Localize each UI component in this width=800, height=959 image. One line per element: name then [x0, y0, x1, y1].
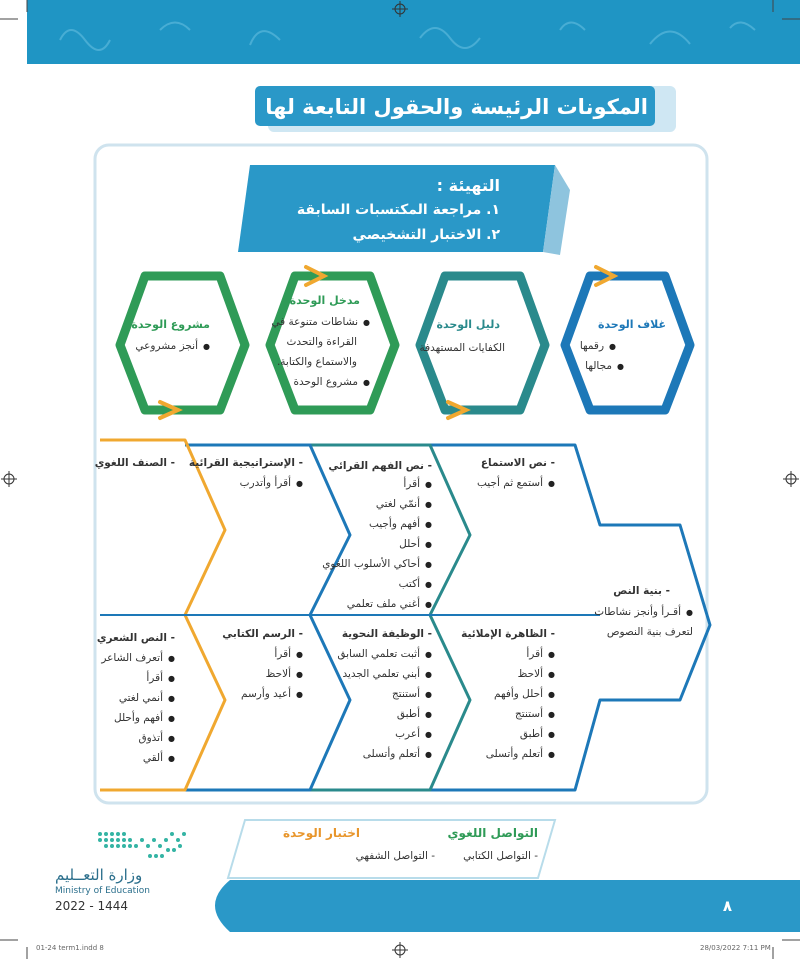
print-slug-file: 01-24 term1.indd 8	[36, 944, 104, 952]
branch-item: ● أطبق	[397, 708, 432, 720]
ministry-name-ar: وزارة التعــليم	[55, 866, 143, 884]
chevron-title: غلاف الوحدة	[597, 318, 666, 331]
text-structure-item: لتعرف بنية النصوص	[606, 626, 693, 638]
chevron-item: ● رقمها	[580, 340, 616, 352]
communication-item: - التواصل الكتابي	[463, 850, 538, 862]
branch-item: ● ألاحظ	[266, 668, 303, 680]
preparation-title: التهيئة :	[436, 176, 500, 195]
branch-title: - النص الشعري	[96, 632, 175, 644]
chevron-item: ● أنجز مشروعي	[135, 340, 210, 352]
branch-item: ● أقرأ	[403, 478, 432, 490]
chevron-item: ● نشاطات متنوعة في	[271, 316, 370, 328]
branch-title: - نص الاستماع	[480, 457, 555, 469]
chevron-item: الكفايات المستهدفة	[419, 342, 505, 354]
branch-item: ● أقرأ	[274, 648, 303, 660]
branch-item: ● أغني ملف تعلمي	[347, 598, 432, 610]
branch-item: ● أطبق	[520, 728, 555, 740]
chevron-item: والاستماع والكتابة.	[276, 356, 357, 368]
text-structure-title: - بنية النص	[613, 585, 670, 597]
chevron-item: ● مشروع الوحدة	[294, 376, 371, 388]
branch-item: ● أتذوق	[138, 732, 175, 744]
branch-item: ● أفهم وأحلل	[114, 712, 175, 724]
branch-item: ● أقرأ وأتدرب	[240, 477, 303, 489]
branch-title: - الوظيفة النحوية	[341, 628, 432, 640]
chevron-item: ● مجالها	[585, 360, 624, 372]
branch-item: ● أتعرف الشاعر	[101, 652, 175, 664]
branch-item: ● أستنتج	[515, 708, 555, 720]
branch-item: ● أنمي لغتي	[119, 692, 175, 704]
branch-item: ● ألاحظ	[518, 668, 555, 680]
branch-item: ● أبني تعلمي الجديد	[342, 668, 432, 680]
branch-item: ● أتعلم وأتسلى	[363, 748, 432, 760]
communication-item: - التواصل الشفهي	[355, 850, 435, 862]
branch-item: ● أحلل	[399, 538, 432, 550]
print-slug-date: 28/03/2022 7:11 PM	[700, 944, 771, 952]
branch-item: ● أكتب	[399, 578, 432, 590]
branch-title: - الإستراتيجية القرائية	[188, 457, 303, 469]
chevron-item: القراءة والتحدث	[286, 336, 357, 348]
page-number: ٨	[722, 897, 732, 915]
branch-item: ● ألقي	[143, 752, 175, 764]
text-structure-item: ● أقـرأ وأنجز نشاطات	[594, 606, 693, 618]
chevron-title: دليل الوحدة	[436, 318, 500, 331]
unit-exam-label: اختبار الوحدة	[283, 826, 360, 840]
branch-title: - الظاهرة الإملائية	[461, 628, 555, 640]
preparation-item: ٢. الاختبار التشخيصي	[352, 227, 500, 243]
branch-item: ● أتعلم وأتسلى	[486, 748, 555, 760]
branch-item: ● أحلل وأفهم	[494, 688, 555, 700]
branch-item: ● أفهم وأجيب	[369, 518, 432, 530]
communication-heading: التواصل اللغوي	[447, 826, 538, 840]
branch-item: ● أنمّي لغتي	[376, 498, 432, 510]
chevron-title: مدخل الوحدة	[289, 294, 360, 307]
branch-item: ● أستمع ثم أجيب	[477, 477, 555, 489]
page-title: المكونات الرئيسة والحقول التابعة لها	[265, 95, 648, 119]
branch-item: ● أعيد وأرسم	[241, 688, 303, 700]
branch-item: ● أثبت تعلمي السابق	[337, 648, 432, 660]
branch-item: ● أعرب	[395, 728, 432, 740]
branch-item: ● أحاكي الأسلوب اللغوي	[322, 558, 432, 570]
chevron-title: مشروع الوحدة	[131, 318, 210, 331]
branch-title: - نص الفهم القرائي	[328, 460, 432, 472]
preparation-item: ١. مراجعة المكتسبات السابقة	[296, 202, 500, 218]
branch-title: - الرسم الكتابي	[222, 628, 303, 640]
branch-title: - الصنف اللغوي	[94, 457, 175, 469]
ministry-year: 2022 - 1444	[55, 899, 129, 913]
branch-item: ● أستنتج	[392, 688, 432, 700]
ministry-name-en: Ministry of Education	[55, 886, 150, 896]
branch-item: ● أقرأ	[146, 672, 175, 684]
branch-item: ● أقرأ	[526, 648, 555, 660]
